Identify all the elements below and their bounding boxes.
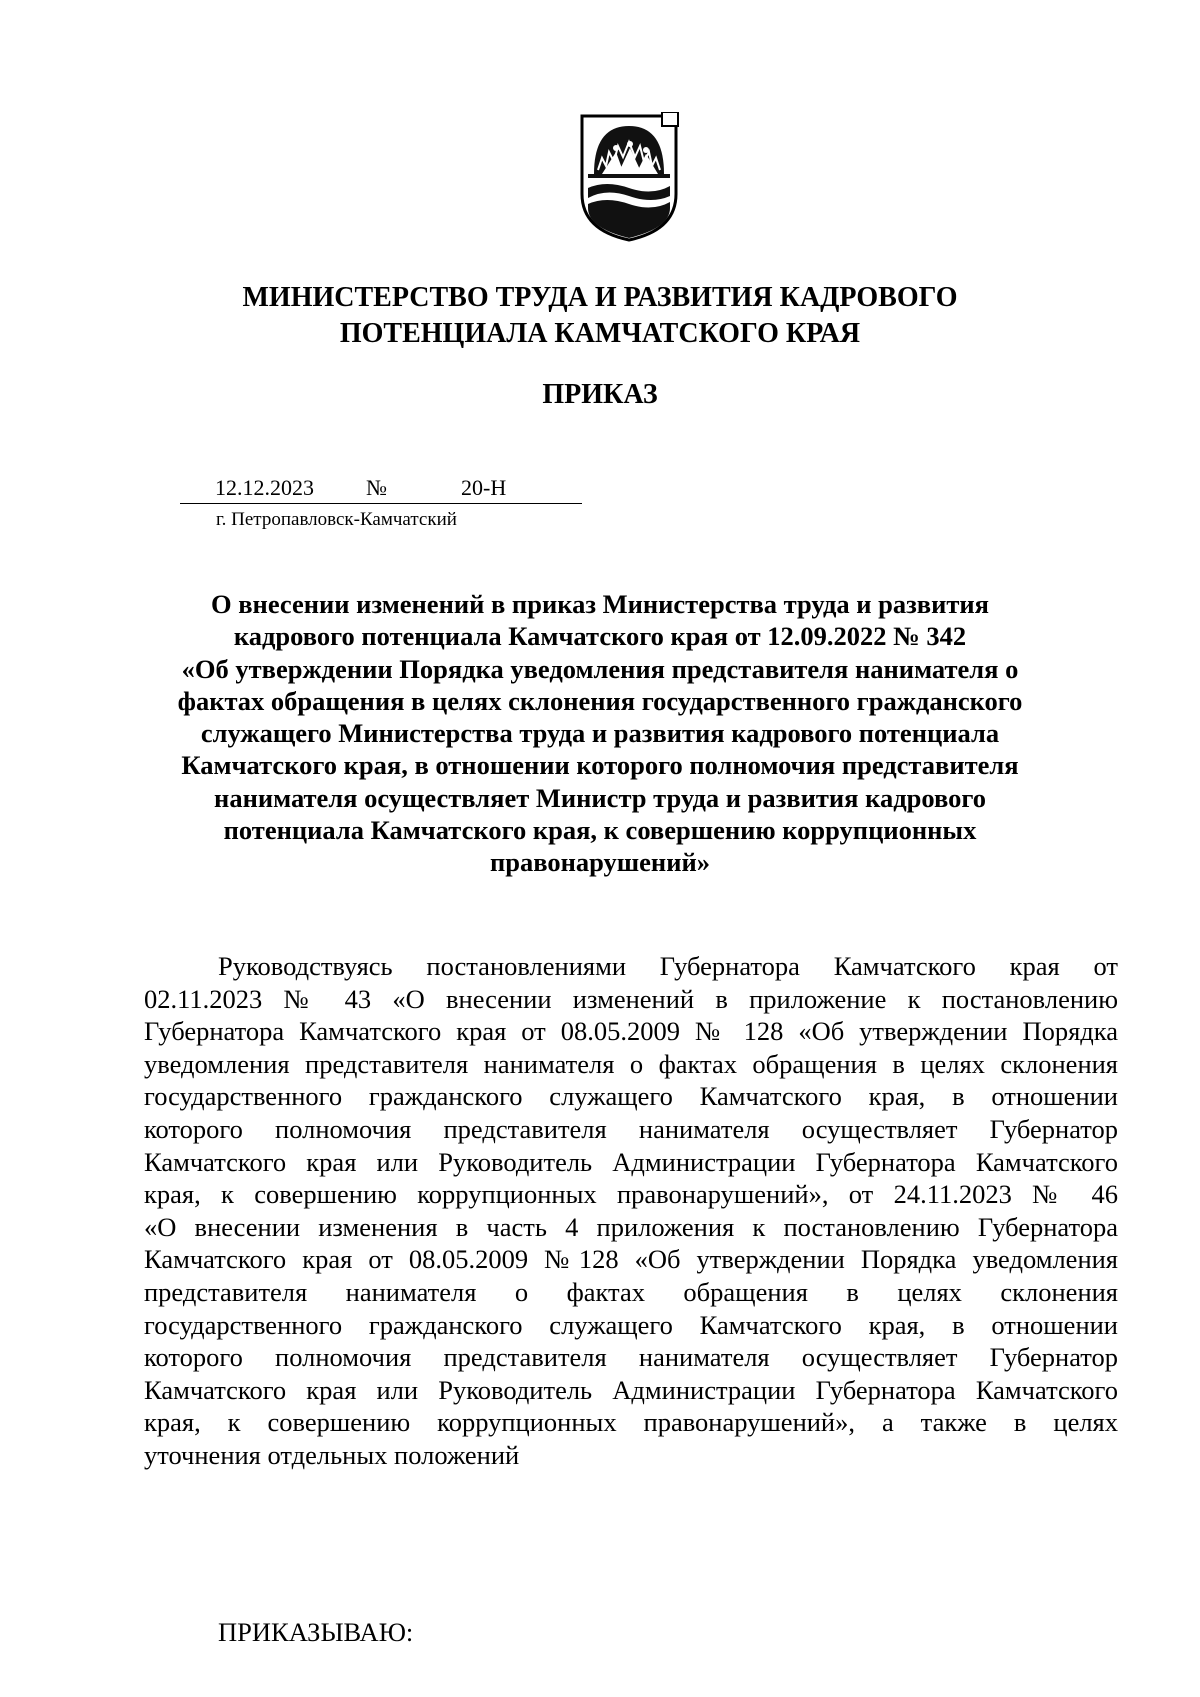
order-verb: ПРИКАЗЫВАЮ: [218, 1617, 414, 1647]
paragraph-line: края, к совершению коррупционных правонарушений», от 24.11.2023 № 46 [144, 1179, 1118, 1210]
paragraph-line: края, к совершению коррупционных правонарушений», а также в целях [144, 1407, 1118, 1438]
subject-line: правонарушений» [490, 847, 710, 878]
document-type-title: ПРИКАЗ [542, 379, 658, 410]
subject-line: потенциала Камчатского края, к совершению коррупционных [223, 815, 977, 846]
order-subject [150, 588, 1050, 879]
ministry-name-line: ПОТЕНЦИАЛА КАМЧАТСКОГО КРАЯ [339, 318, 861, 349]
paragraph-line: «О внесении изменения в часть 4 приложения к постановлению Губернатора [144, 1211, 1118, 1242]
city-name: г. Петропавловск-Камчатский [216, 509, 457, 530]
subject-line: служащего Министерства труда и развития кадрового потенциала [200, 718, 1000, 749]
order-number: 20-Н [461, 475, 507, 500]
paragraph-line: 02.11.2023 № 43 «О внесении изменений в приложение к постановлению [144, 983, 1118, 1014]
order-date: 12.12.2023 [215, 475, 314, 500]
ministry-name-line: МИНИСТЕРСТВО ТРУДА И РАЗВИТИЯ КАДРОВОГО [242, 282, 958, 313]
paragraph-line: государственного гражданского служащего Камчатского края, в отношении [144, 1309, 1118, 1340]
paragraph-line: которого полномочия представителя нанимателя осуществляет Губернатор [144, 1113, 1118, 1144]
paragraph-line: которого полномочия представителя нанимателя осуществляет Губернатор [144, 1342, 1118, 1373]
paragraph-line: Руководствуясь постановлениями Губернатора Камчатского края от [218, 951, 1118, 981]
paragraph-line: представителя нанимателя о фактах обращения в целях склонения [144, 1276, 1118, 1307]
subject-line: нанимателя осуществляет Министр труда и развития кадрового [214, 782, 986, 813]
paragraph-line: Губернатора Камчатского края от 08.05.2009 № 128 «Об утверждении Порядка [144, 1016, 1118, 1047]
subject-line: «Об утверждении Порядка уведомления представителя нанимателя о [181, 653, 1019, 684]
kamchatka-coat-of-arms-icon [576, 112, 682, 242]
paragraph-line: государственного гражданского служащего Камчатского края, в отношении [144, 1081, 1118, 1112]
ministry-name [140, 280, 1060, 352]
paragraph-line: Камчатского края или Руководитель Администрации Губернатора Камчатского [144, 1374, 1118, 1405]
paragraph-line: уведомления представителя нанимателя о фактах обращения в целях склонения [144, 1048, 1118, 1079]
paragraph-line: уточнения отдельных положений [144, 1439, 520, 1470]
paragraph-line: Камчатского края от 08.05.2009 №128 «Об утверждении Порядка уведомления [144, 1244, 1118, 1275]
date-number-line [180, 476, 582, 504]
subject-line: фактах обращения в целях склонения государственного гражданского [177, 685, 1023, 716]
subject-line: Камчатского края, в отношении которого полномочия представителя [181, 750, 1019, 781]
number-sign: № [366, 475, 387, 500]
paragraph-line: Камчатского края или Руководитель Администрации Губернатора Камчатского [144, 1146, 1118, 1177]
subject-line: О внесении изменений в приказ Министерства труда и развития [211, 589, 989, 619]
preamble-paragraph [144, 950, 1118, 1472]
subject-line: кадрового потенциала Камчатского края от 12.09.2022 № 342 [233, 621, 967, 652]
